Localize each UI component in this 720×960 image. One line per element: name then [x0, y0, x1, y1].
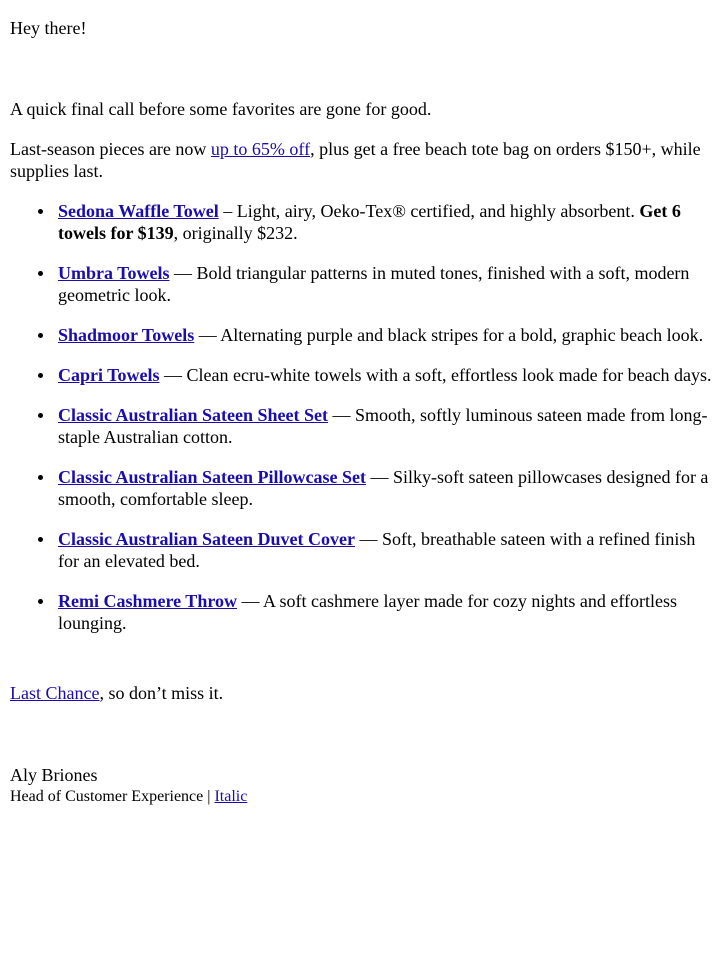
last-chance-link[interactable]: Last Chance	[10, 683, 100, 703]
product-link-sateen-sheet-set[interactable]: Classic Australian Sateen Sheet Set	[58, 405, 328, 425]
product-description: — Bold triangular patterns in muted tones, finished with a soft, modern geometric look.	[58, 263, 690, 305]
product-list	[10, 200, 715, 634]
product-link-remi-cashmere-throw[interactable]: Remi Cashmere Throw	[58, 591, 237, 611]
product-description: — Alternating purple and black stripes for a bold, graphic beach look.	[194, 325, 704, 345]
list-item	[58, 528, 715, 572]
closing-text: , so don’t miss it.	[99, 683, 224, 703]
intro-text: A quick final call before some favorites are gone for good.	[10, 99, 432, 119]
promo-text-before: Last-season pieces are now	[10, 139, 211, 159]
signature-title: Head of Customer Experience |	[10, 788, 215, 805]
product-link-capri-towels[interactable]: Capri Towels	[58, 365, 160, 385]
signature-name: Aly Briones	[10, 765, 98, 785]
signature-title-line	[10, 786, 715, 808]
list-item	[58, 590, 715, 634]
list-item	[58, 262, 715, 306]
product-link-sateen-pillowcase-set[interactable]: Classic Australian Sateen Pillowcase Set	[58, 467, 366, 487]
list-item	[58, 364, 715, 386]
greeting: Hey there!	[10, 18, 87, 38]
product-link-shadmoor-towels[interactable]: Shadmoor Towels	[58, 325, 195, 345]
product-description: — A soft cashmere layer made for cozy nights and effortless lounging.	[58, 591, 678, 633]
list-item	[58, 324, 715, 346]
signature	[10, 764, 715, 808]
product-link-umbra-towels[interactable]: Umbra Towels	[58, 263, 170, 283]
company-link[interactable]: Italic	[214, 788, 248, 805]
product-link-sedona-waffle-towel[interactable]: Sedona Waffle Towel	[58, 201, 219, 221]
product-description: — Smooth, softly luminous sateen made from long-staple Australian cotton.	[58, 405, 708, 447]
list-item	[58, 200, 715, 244]
list-item	[58, 404, 715, 448]
product-description: — Clean ecru-white towels with a soft, effortless look made for beach days.	[159, 365, 712, 385]
list-item	[58, 466, 715, 510]
product-description: – Light, airy, Oeko-Tex® certified, and highly absorbent.	[218, 201, 640, 221]
promo-paragraph	[10, 138, 715, 182]
product-deal: Get 6 towels for $139	[58, 201, 681, 243]
closing-paragraph	[10, 682, 715, 704]
product-description: — Silky-soft sateen pillowcases designed for a smooth, comfortable sleep.	[58, 467, 709, 509]
sale-link[interactable]: up to 65% off	[210, 139, 311, 159]
product-original-price: , originally $232.	[173, 223, 298, 243]
product-link-sateen-duvet-cover[interactable]: Classic Australian Sateen Duvet Cover	[58, 529, 355, 549]
product-description: — Soft, breathable sateen with a refined finish for an elevated bed.	[58, 529, 696, 571]
promo-text-after: , plus get a free beach tote bag on orders $150+, while supplies last.	[10, 139, 701, 181]
